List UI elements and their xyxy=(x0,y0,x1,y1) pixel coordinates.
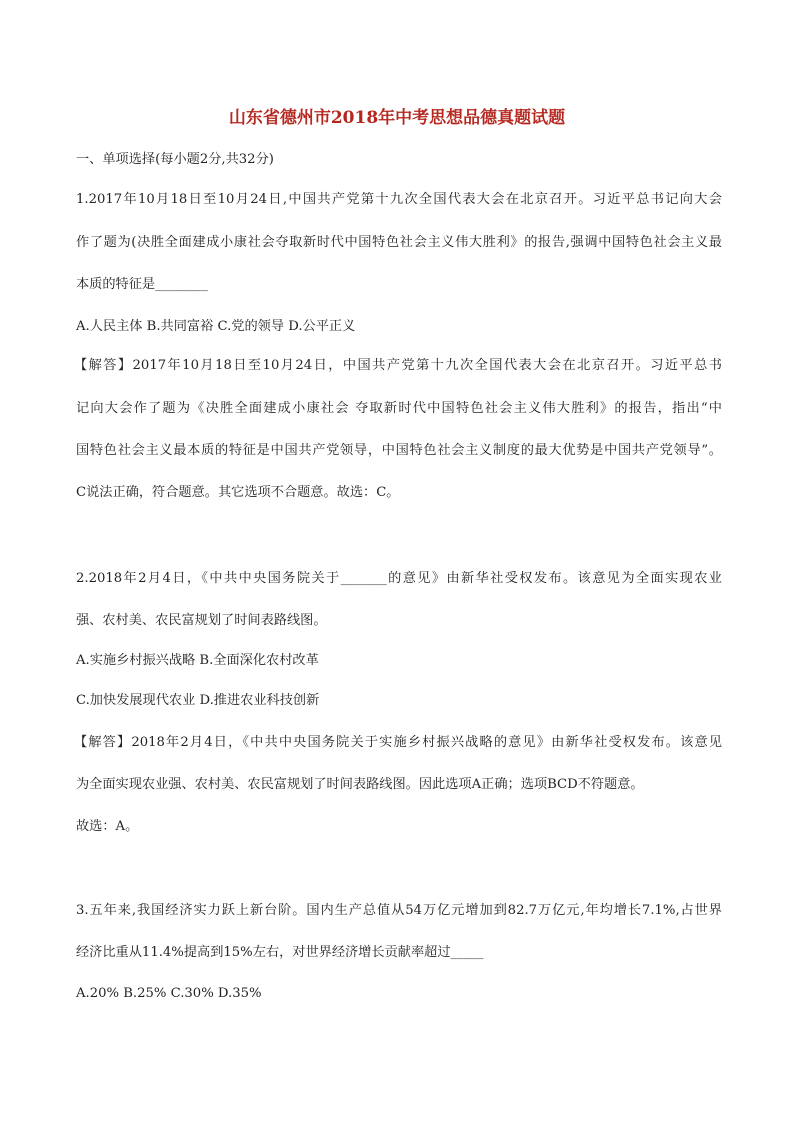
q1-options: A.人民主体 B.共同富裕 C.党的领导 D.公平正义 xyxy=(76,319,356,334)
q3-stem-line-2: 经济比重从11.4%提高到15%左右，对世界经济增长贡献率超过_____ xyxy=(76,945,484,960)
q1-answer-line-4: C说法正确，符合题意。其它选项不合题意。故选：C。 xyxy=(76,485,400,500)
q3-options: A.20% B.25% C.30% D.35% xyxy=(76,986,262,1001)
q1-stem-line-3: 本质的特征是________ xyxy=(76,277,208,292)
q2-stem-line-1: 2.2018年2月4日，《中共中央国务院关于_______的意见》由新华社受权发布。该意见为全面实现农业 xyxy=(76,571,722,586)
q2-answer-line-1: 【解答】2018年2月4日，《中共中央国务院关于实施乡村振兴战略的意见》由新华社受权发布。该意见 xyxy=(74,735,722,750)
document-title: 山东省德州市2018年中考思想品德真题试题 xyxy=(228,108,566,128)
q2-options-line-1: A.实施乡村振兴战略 B.全面深化农村改革 xyxy=(76,653,319,668)
q2-answer-line-2: 为全面实现农业强、农村美、农民富规划了时间表路线图。因此选项A正确；选项BCD不符题意。 xyxy=(76,777,644,792)
q1-answer-line-1: 【解答】2017年10月18日至10月24日，中国共产党第十九次全国代表大会在北京召开。习近平总书 xyxy=(74,358,722,373)
q2-stem-line-2: 强、农村美、农民富规划了时间表路线图。 xyxy=(76,613,327,628)
q1-stem-line-1: 1.2017年10月18日至10月24日,中国共产党第十九次全国代表大会在北京召开。习近平总书记向大会 xyxy=(76,192,722,207)
q1-stem-line-2: 作了题为(决胜全面建成小康社会夺取新时代中国特色社会主义伟大胜利》的报告,强调中国特色社会主义最 xyxy=(76,235,722,250)
section-heading: 一、单项选择(每小题2分,共32分) xyxy=(76,152,274,167)
q1-answer-line-2: 记向大会作了题为《决胜全面建成小康社会 夺取新时代中国特色社会主义伟大胜利》的报告，指出“中 xyxy=(76,401,722,416)
q2-options-line-2: C.加快发展现代农业 D.推进农业科技创新 xyxy=(76,693,320,708)
q2-answer-line-3: 故选：A。 xyxy=(76,819,139,834)
q3-stem-line-1: 3.五年来,我国经济实力跃上新台阶。国内生产总值从54万亿元增加到82.7万亿元,年均增长7.1%,占世界 xyxy=(76,903,722,918)
q1-answer-line-3: 国特色社会主义最本质的特征是中国共产党领导，中国特色社会主义制度的最大优势是中国共产党领导”。 xyxy=(76,443,722,458)
